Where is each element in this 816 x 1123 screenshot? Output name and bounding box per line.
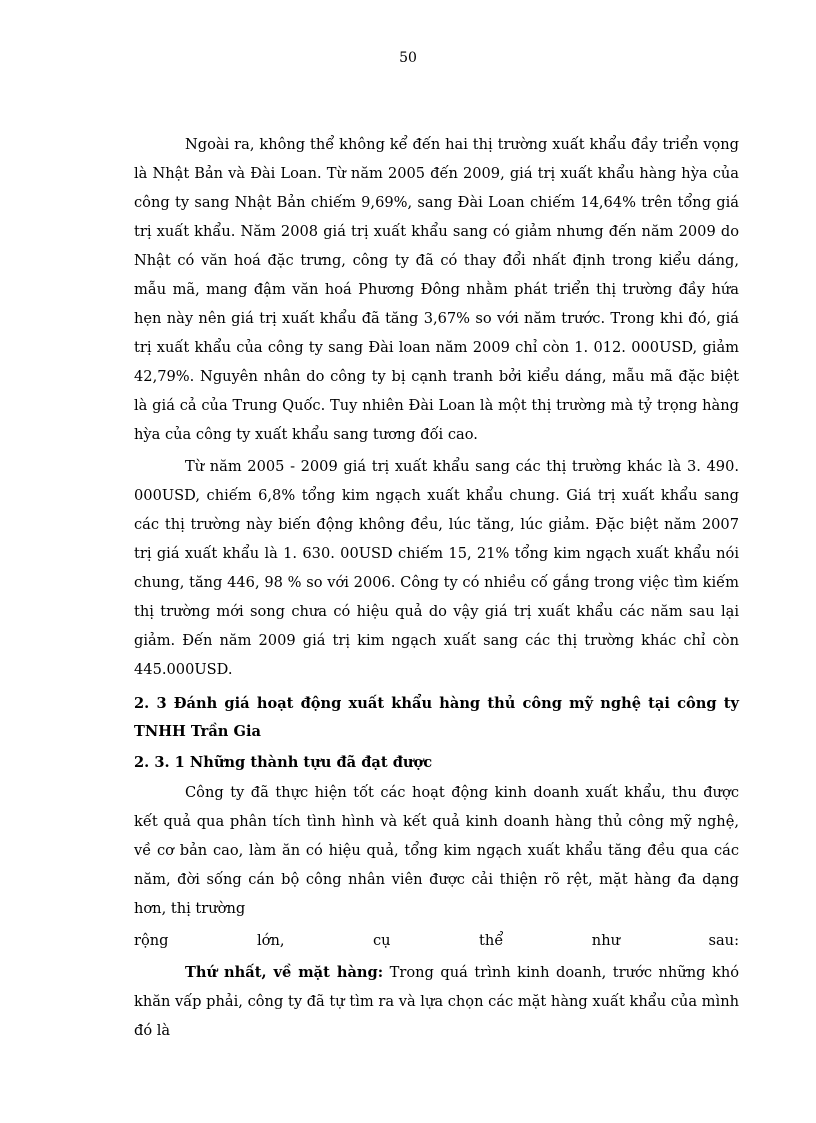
paragraph-achievements-last-line: rộng lớn, cụ thể như sau: xyxy=(134,932,739,949)
paragraph-japan-taiwan-markets: Ngoài ra, không thể không kể đến hai thị trường xuất khẩu đầy triển vọng là Nhật Bản và Đài Loan. Từ năm 2005 đến 2009, giá trị xuất khẩu hàng hỳa của công ty sang Nhật Bản chiếm 9,69%, sang Đài Loan chiếm 14,64% trên tổng giá trị xuất khẩu. Năm 2008 giá trị xuất khẩu sang có giảm nhưng đến năm 2009 do Nhật có văn hoá đặc trưng, công ty đã có thay đổi nhất định trong kiểu dáng, mẫu mã, mang đậm văn hoá Phương Đông nhằm phát triển thị trường đầy hứa hẹn này nên giá trị xuất khẩu đã tăng 3,67% so với năm trước. Trong khi đó, giá trị xuất khẩu của công ty sang Đài loan năm 2009 chỉ còn 1. 012. 000USD, giảm 42,79%. Nguyên nhân do công ty bị cạnh tranh bởi kiểu dáng, mẫu mã đặc biệt là giá cả của Trung Quốc. Tuy nhiên Đài Loan là một thị trường mà tỷ trọng hàng hỳa của công ty xuất khẩu sang tương đối cao. xyxy=(134,136,739,443)
paragraph-achievements-text: Công ty đã thực hiện tốt các hoạt động kinh doanh xuất khẩu, thu được kết quả qua phân tích tình hình và kết quả kinh doanh hàng thủ công mỹ nghệ, về cơ bản cao, làm ăn có hiệu quả, tổng kim ngạch xuất khẩu tăng đều qua các năm, đời sống cán bộ công nhân viên được cải thiện rõ rệt, mặt hàng đa dạng hơn, thị trường xyxy=(134,784,739,917)
paragraph-achievements xyxy=(134,778,739,923)
paragraph-first-product-text: Trong quá trình kinh doanh, trước những khó khăn vấp phải, công ty đã tự tìm ra và lựa chọn các mặt hàng xuất khẩu của mình đó là xyxy=(134,964,739,1039)
paragraph-first-product-lead: Thứ nhất, về mặt hàng: xyxy=(185,964,384,981)
section-heading-2-3-1: 2. 3. 1 Những thành tựu đã đạt được xyxy=(134,754,433,771)
page-number: 50 xyxy=(399,50,417,66)
section-heading-2-3: 2. 3 Đánh giá hoạt động xuất khẩu hàng thủ công mỹ nghệ tại công ty TNHH Trần Gia xyxy=(134,695,739,740)
paragraph-other-markets: Từ năm 2005 - 2009 giá trị xuất khẩu sang các thị trường khác là 3. 490. 000USD, chiếm 6,8% tổng kim ngạch xuất khẩu chung. Giá trị xuất khẩu sang các thị trường này biến động không đều, lúc tăng, lúc giảm. Đặc biệt năm 2007 trị giá xuất khẩu là 1. 630. 00USD chiếm 15, 21% tổng kim ngạch xuất khẩu nói chung, tăng 446, 98 % so với 2006. Công ty có nhiều cố gắng trong việc tìm kiếm thị trường mới song chưa có hiệu quả do vậy giá trị xuất khẩu các năm sau lại giảm. Đến năm 2009 giá trị kim ngạch xuất sang các thị trường khác chỉ còn 445.000USD. xyxy=(134,458,739,678)
paragraph-first-product xyxy=(134,958,739,1045)
page-content xyxy=(134,130,739,1045)
